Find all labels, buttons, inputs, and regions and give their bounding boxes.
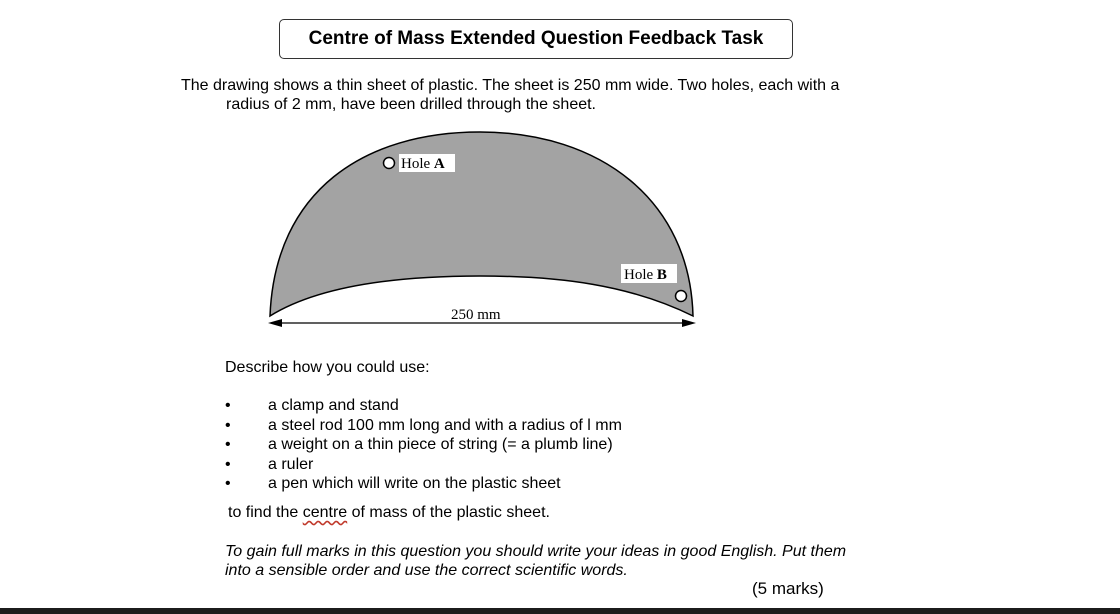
intro-line-1: The drawing shows a thin sheet of plastic. The sheet is 250 mm wide. Two holes, each with a	[181, 77, 840, 94]
bottom-border	[0, 608, 1120, 614]
instruction-note	[225, 542, 925, 580]
describe-prompt: Describe how you could use:	[225, 359, 430, 376]
width-arrow-right-icon	[682, 319, 696, 327]
hole-a-icon	[384, 158, 395, 169]
bullet: •	[225, 475, 231, 493]
width-arrow-left-icon	[268, 319, 282, 327]
list-item: • a clamp and stand	[225, 397, 399, 414]
bullet: •	[225, 397, 231, 414]
hole-a-label: Hole A	[401, 156, 445, 172]
bullet: •	[225, 416, 231, 434]
list-item: • a weight on a thin piece of string (= a plumb line)	[225, 436, 613, 454]
note-line-1: To gain full marks in this question you should write your ideas in good English. Put them	[225, 543, 847, 560]
hole-b-label: Hole B	[624, 267, 667, 283]
bullet: •	[225, 455, 231, 473]
to-find-sentence: to find the centre of mass of the plastic sheet.	[228, 504, 550, 521]
list-item: • a steel rod 100 mm long and with a radius of l mm	[225, 416, 622, 434]
hole-b-icon	[676, 291, 687, 302]
list-item: • a ruler	[225, 455, 314, 473]
note-line-2: into a sensible order and use the correct scientific words.	[225, 562, 628, 579]
marks-label: (5 marks)	[752, 579, 824, 598]
spellcheck-word: centre	[302, 504, 348, 521]
intro-line-2: radius of 2 mm, have been drilled through the sheet.	[226, 96, 596, 113]
equipment-list	[225, 396, 622, 494]
bullet: •	[225, 436, 231, 454]
plastic-sheet	[270, 132, 693, 316]
page-title: Centre of Mass Extended Question Feedback Task	[308, 28, 764, 49]
list-item: • a pen which will write on the plastic sheet	[225, 475, 561, 493]
width-label: 250 mm	[451, 307, 501, 323]
